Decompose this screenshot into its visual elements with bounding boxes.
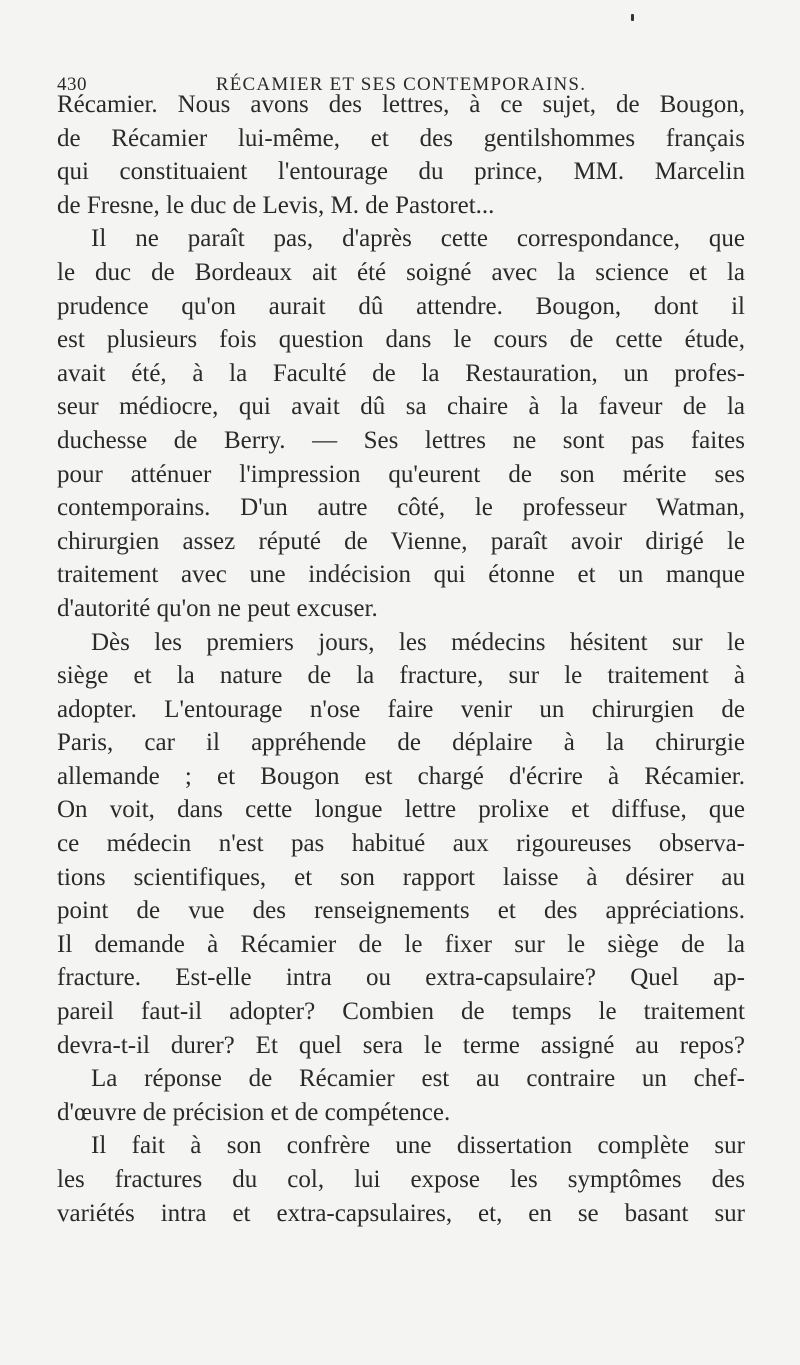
- text-line: pareil faut-il adopter? Combien de temps le traitement: [57, 998, 745, 1026]
- text-line: pour atténuer l'impression qu'eurent de son mérite ses: [57, 460, 745, 488]
- text-line: siège et la nature de la fracture, sur le traitement à: [57, 662, 745, 690]
- page-number: 430: [57, 74, 87, 95]
- text-line: Il ne paraît pas, d'après cette correspondance, que: [91, 225, 745, 253]
- text-line: Il demande à Récamier de le fixer sur le siège de la: [57, 930, 745, 958]
- text-line: fracture. Est-elle intra ou extra-capsulaire? Quel ap-: [57, 964, 745, 992]
- text-line: chirurgien assez réputé de Vienne, paraît avoir dirigé le: [57, 527, 745, 555]
- text-line: d'œuvre de précision et de compétence.: [57, 1098, 451, 1126]
- text-line: duchesse de Berry. — Ses lettres ne sont pas faites: [57, 426, 745, 454]
- text-line: Il fait à son confrère une dissertation complète sur: [91, 1132, 745, 1160]
- text-line: adopter. L'entourage n'ose faire venir un chirurgien de: [57, 695, 745, 723]
- running-head: RÉCAMIER ET SES CONTEMPORAINS.: [215, 74, 587, 95]
- text-line: La réponse de Récamier est au contraire un chef-: [91, 1065, 745, 1093]
- text-line: prudence qu'on aurait dû attendre. Bougon, dont il: [57, 292, 745, 320]
- text-line: Dès les premiers jours, les médecins hésitent sur le: [91, 628, 745, 656]
- text-line: On voit, dans cette longue lettre prolixe et diffuse, que: [57, 796, 745, 824]
- text-line: devra-t-il durer? Et quel sera le terme assigné au repos?: [57, 1031, 745, 1059]
- text-line: est plusieurs fois question dans le cours de cette étude,: [57, 326, 745, 354]
- text-line: les fractures du col, lui expose les symptômes des: [57, 1166, 745, 1193]
- text-line: d'autorité qu'on ne peut excuser.: [57, 594, 378, 622]
- text-line: de Fresne, le duc de Levis, M. de Pastoret...: [57, 191, 495, 219]
- text-line: de Récamier lui-même, et des gentilshommes français: [57, 124, 745, 152]
- text-line: le duc de Bordeaux ait été soigné avec la science et la: [57, 258, 745, 286]
- text-line: allemande ; et Bougon est chargé d'écrire à Récamier.: [57, 762, 745, 790]
- text-line: avait été, à la Faculté de la Restauration, un profes-: [57, 359, 745, 387]
- text-line: variétés intra et extra-capsulaires, et, en se basant sur: [57, 1199, 745, 1227]
- text-line: seur médiocre, qui avait dû sa chaire à la faveur de la: [57, 393, 745, 421]
- text-line: point de vue des renseignements et des appréciations.: [57, 897, 745, 925]
- body-text: [57, 88, 745, 1230]
- text-line: contemporains. D'un autre côté, le professeur Watman,: [57, 494, 745, 522]
- text-line: traitement avec une indécision qui étonne et un manque: [57, 561, 745, 589]
- text-line: tions scientifiques, et son rapport laisse à désirer au: [57, 863, 745, 891]
- text-line: ce médecin n'est pas habitué aux rigoureuses observa-: [57, 830, 745, 858]
- text-line: Récamier. Nous avons des lettres, à ce sujet, de Bougon,: [57, 91, 745, 118]
- print-speck: [631, 14, 634, 21]
- text-line: qui constituaient l'entourage du prince, MM. Marcelin: [57, 158, 745, 186]
- text-line: Paris, car il appréhende de déplaire à la chirurgie: [57, 729, 745, 757]
